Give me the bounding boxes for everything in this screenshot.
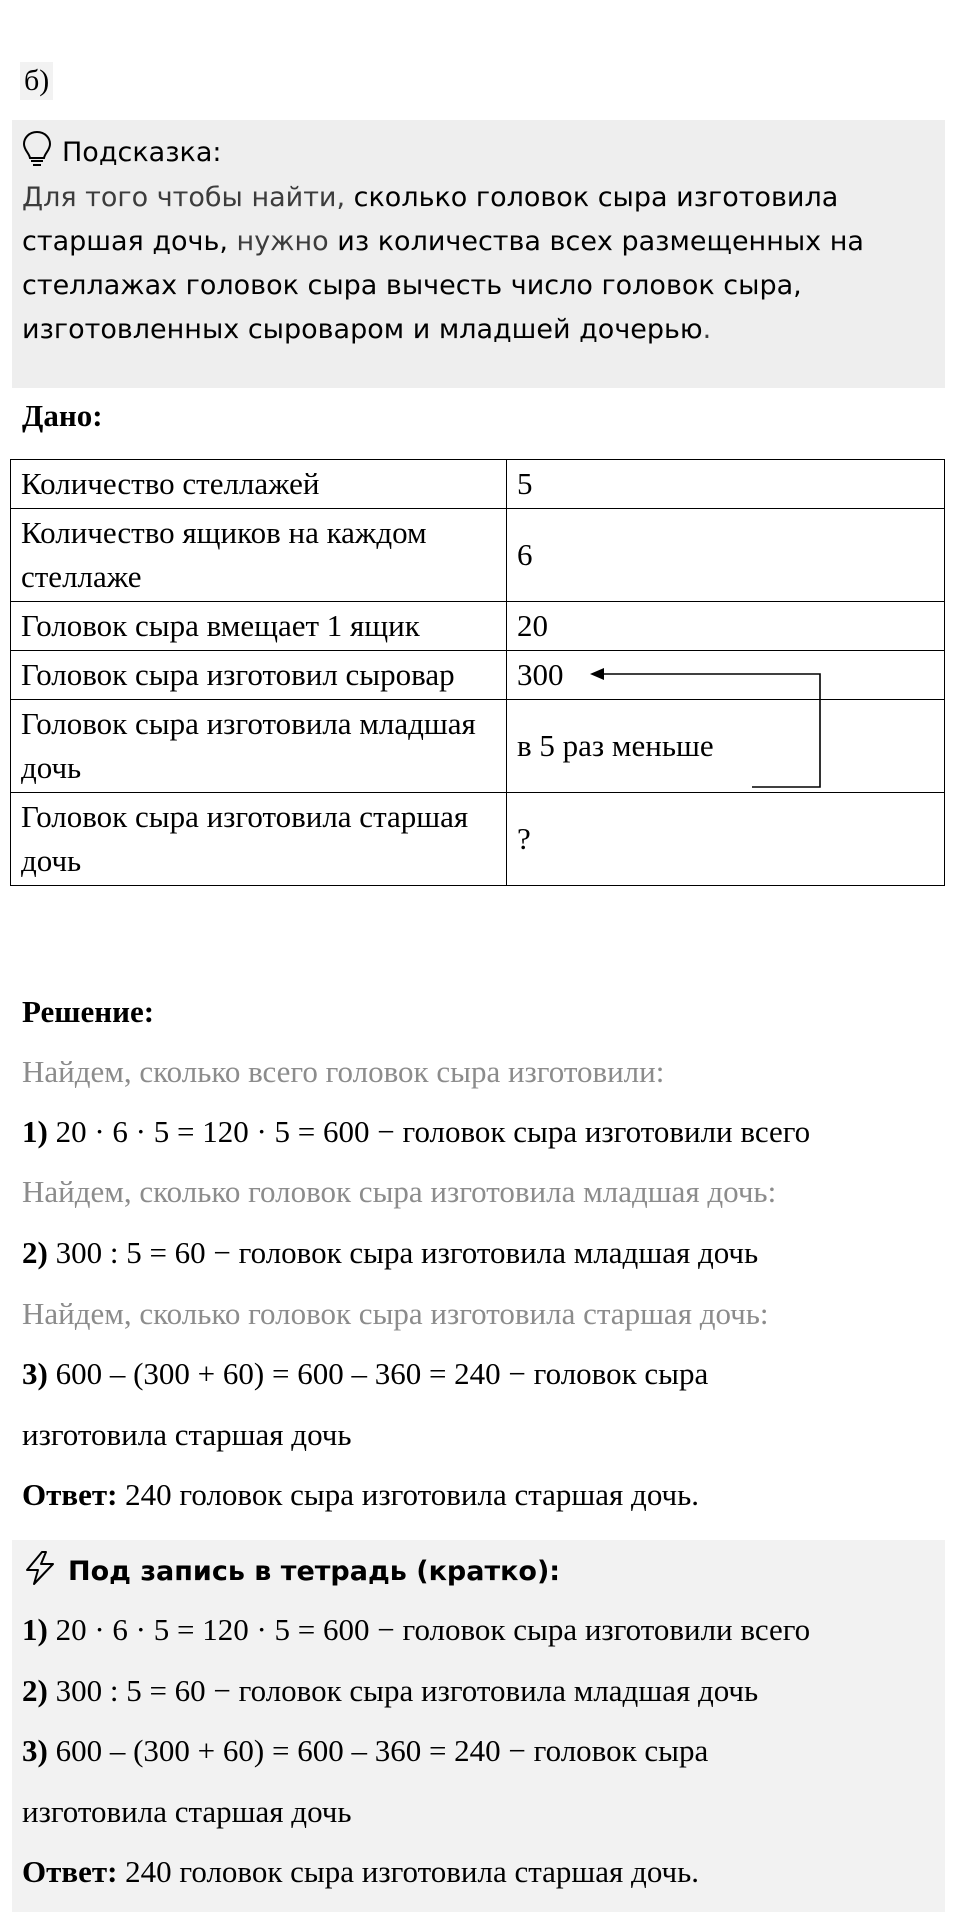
hint-text-part3: нужно [227, 226, 338, 257]
table-row [11, 602, 945, 651]
step-number: 1) [22, 1114, 48, 1149]
hint-text-part2: сколько головок сыра изготовила старшая дочь, [22, 182, 839, 257]
step-text: 600 – (300 + 60) = 600 – 360 = 240 − головок сыра [47, 1356, 709, 1391]
notes-step-2 [22, 1673, 758, 1709]
answer-text: 240 головок сыра изготовила старшая дочь. [117, 1477, 699, 1512]
given-table [10, 459, 945, 886]
row-value: 300 [507, 651, 945, 700]
step-text: 20 · 6 · 5 = 120 · 5 = 600 − головок сыра изготовили всего [47, 1114, 811, 1149]
row-label: Головок сыра вмещает 1 ящик [11, 602, 507, 651]
lightbulb-icon [22, 130, 62, 175]
hint-text-part5: . [702, 314, 712, 345]
step-number: 3) [22, 1733, 48, 1768]
step-number: 3) [22, 1356, 48, 1391]
table-row [11, 509, 945, 602]
hint-box [12, 120, 945, 388]
hint-text-part1: Для того чтобы найти, [22, 182, 354, 213]
given-heading: Дано: [22, 398, 103, 433]
step-number: 1) [22, 1612, 48, 1647]
step-number: 2) [22, 1235, 48, 1270]
solution-answer [22, 1477, 699, 1513]
row-label: Головок сыра изготовила младшая дочь [11, 700, 507, 793]
solution-heading: Решение: [22, 994, 155, 1029]
part-label: б) [20, 62, 53, 100]
row-label: Головок сыра изготовила старшая дочь [11, 793, 507, 886]
row-label: Головок сыра изготовил сыровар [11, 651, 507, 700]
solution-step-1 [22, 1114, 810, 1150]
step-number: 2) [22, 1673, 48, 1708]
step-text: 300 : 5 = 60 − головок сыра изготовила младшая дочь [47, 1673, 759, 1708]
answer-text: 240 головок сыра изготовила старшая дочь. [117, 1854, 699, 1889]
row-label: Количество ящиков на каждом стеллаже [11, 509, 507, 602]
row-value: ? [507, 793, 945, 886]
notes-answer [22, 1854, 699, 1890]
hint-text [22, 176, 922, 352]
notes-title-text: Под запись в тетрадь (кратко): [68, 1556, 561, 1587]
hint-title [22, 130, 222, 175]
step-text: 20 · 6 · 5 = 120 · 5 = 600 − головок сыра изготовили всего [47, 1612, 811, 1647]
answer-label: Ответ: [22, 1854, 118, 1889]
solution-intro-3: Найдем, сколько головок сыра изготовила старшая дочь: [22, 1296, 769, 1331]
lightning-icon [22, 1550, 68, 1593]
solution-step-2 [22, 1235, 758, 1271]
solution-step-3 [22, 1356, 708, 1392]
solution-intro-1: Найдем, сколько всего головок сыра изготовили: [22, 1054, 665, 1089]
solution-intro-2: Найдем, сколько головок сыра изготовила младшая дочь: [22, 1174, 777, 1209]
notes-step-1 [22, 1612, 810, 1648]
notes-step-3-cont: изготовила старшая дочь [22, 1794, 352, 1829]
table-row [11, 460, 945, 509]
notes-title [22, 1550, 560, 1593]
row-value: 20 [507, 602, 945, 651]
row-value: 5 [507, 460, 945, 509]
notes-step-3 [22, 1733, 708, 1769]
hint-title-text: Подсказка: [62, 137, 222, 168]
notes-box [12, 1540, 945, 1912]
answer-label: Ответ: [22, 1477, 118, 1512]
table-row [11, 700, 945, 793]
step-text: 300 : 5 = 60 − головок сыра изготовила младшая дочь [47, 1235, 759, 1270]
step-text: 600 – (300 + 60) = 600 – 360 = 240 − головок сыра [47, 1733, 709, 1768]
solution-step-3-cont: изготовила старшая дочь [22, 1417, 352, 1452]
hint-text-part4: из количества всех размещенных на стеллажах головок сыра вычесть число головок сыра, изготовленных сыроваром и младшей дочерью [22, 226, 864, 345]
row-value: 6 [507, 509, 945, 602]
row-label: Количество стеллажей [11, 460, 507, 509]
row-value: в 5 раз меньше [507, 700, 945, 793]
table-row [11, 651, 945, 700]
table-row [11, 793, 945, 886]
